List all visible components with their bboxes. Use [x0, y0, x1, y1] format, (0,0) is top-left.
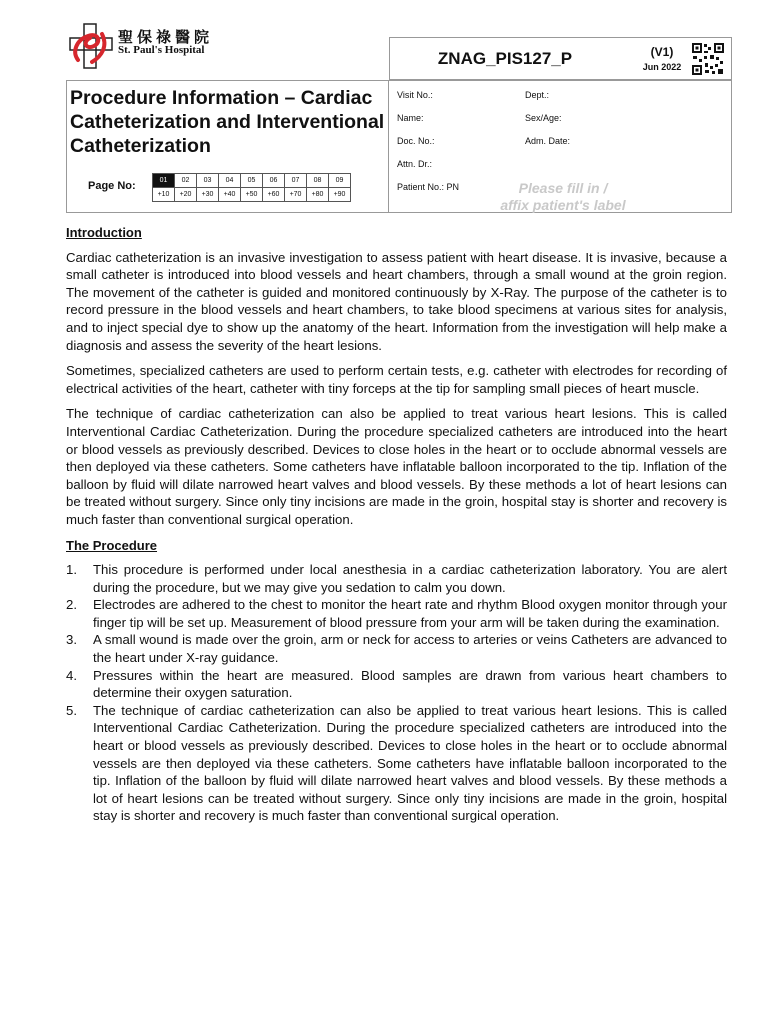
hospital-logo — [68, 22, 228, 70]
page-number-cell: +10 — [153, 188, 175, 202]
placeholder-line-1: Please fill in / — [518, 180, 608, 196]
list-item — [66, 596, 727, 631]
intro-paragraph-3: The technique of cardiac catheterization can also be applied to treat various heart lesions. This is called Interventional Cardiac Catheterization. During the procedure specialized catheters are introduced into the heart or blood vessels as previously described. Devices to close holes in the heart or to occlude abnormal vessels are then deployed via these catheters. Some catheters have inflatable balloon incorporated to the tip. Inflation of the balloon by fluid will dilate narrowed heart valves and blood vessels. By these methods a lot of heart lesions can be treated without surgery. Since only tiny incisions are made in the groin, hospital stay is shorter and recovery is much faster than conventional surgical operation. — [66, 406, 727, 527]
patient-label-placeholder — [478, 180, 648, 214]
page-number-cell: +90 — [329, 188, 351, 202]
list-item-text: A small wound is made over the groin, arm or neck for access to arteries or veins Catheters are advanced to the heart under X-ray guidance. — [93, 632, 727, 666]
page-number-cell: 09 — [329, 174, 351, 188]
introduction-heading: Introduction — [66, 225, 142, 240]
list-item — [66, 667, 727, 702]
document-body — [66, 224, 727, 825]
list-item — [66, 702, 727, 825]
page-number-cell: 02 — [175, 174, 197, 188]
doc-no-field: Doc. No.: — [397, 136, 435, 146]
list-item-text: Electrodes are adhered to the chest to monitor the heart rate and rhythm Blood oxygen monitor through your finger tip will be set up. Measurement of blood pressure from your arm will be taken during the examination. — [93, 597, 727, 630]
list-item — [66, 561, 727, 596]
page-number-cell: +20 — [175, 188, 197, 202]
list-item-number: 5. — [66, 702, 77, 718]
page-number-cell: 07 — [285, 174, 307, 188]
qr-code-icon — [691, 42, 725, 76]
name-field: Name: — [397, 113, 424, 123]
patient-no-field: Patient No.: PN — [397, 182, 460, 192]
document-code: ZNAG_PIS127_P — [437, 49, 573, 68]
list-item — [66, 631, 727, 666]
document-version: (V1) — [650, 45, 674, 59]
page-number-grid — [152, 173, 351, 202]
page-number-cell: +40 — [219, 188, 241, 202]
page-number-cell: 06 — [263, 174, 285, 188]
attn-dr-field: Attn. Dr.: — [397, 159, 433, 169]
document-title: Procedure Information – Cardiac Catheterization and Interventional Catheterization — [70, 87, 385, 157]
page-number-cell: +60 — [263, 188, 285, 202]
page-no-label: Page No: — [88, 180, 136, 192]
page-number-cell: 03 — [197, 174, 219, 188]
intro-paragraph-1: Cardiac catheterization is an invasive investigation to assess patient with heart disease. It is invasive, because a small catheter is introduced into blood vessels and heart chambers, through a small wound at the groin region. The movement of the catheter is guided and monitored continuously by X-Ray. The purpose of the catheter is to record pressure in the blood vessels and heart chambers, to take blood specimens at various sites for analysis, and to inject special dye to show up the anatomy of the heart. Information from the investigation will help make a diagnosis and assess the severity of the heart lesions. — [66, 249, 727, 353]
page-number-cell: 01 — [153, 174, 175, 188]
list-item-number: 3. — [66, 632, 77, 648]
visit-no-field: Visit No.: — [397, 90, 433, 100]
hospital-name-en: St. Paul's Hospital — [118, 44, 205, 56]
page-number-cell: +80 — [307, 188, 329, 202]
procedure-list — [66, 561, 727, 825]
list-item-text: Pressures within the heart are measured. Blood samples are drawn from various heart chambers to determine their oxygen saturation. — [93, 667, 727, 701]
list-item-number: 1. — [66, 562, 77, 578]
placeholder-line-2: affix patient's label — [500, 197, 626, 213]
document-code-box — [389, 37, 732, 80]
hospital-name-zh: 聖保祿醫院 — [118, 28, 214, 46]
list-item-number: 2. — [66, 597, 77, 613]
page-number-cell: 05 — [241, 174, 263, 188]
title-box — [66, 80, 389, 213]
page-number-cell: +70 — [285, 188, 307, 202]
sex-age-field: Sex/Age: — [525, 113, 562, 123]
page-number-cell: 04 — [219, 174, 241, 188]
list-item-number: 4. — [66, 667, 77, 683]
intro-paragraph-2: Sometimes, specialized catheters are used to perform certain tests, e.g. catheter with electrodes for recording of electrical activities of the heart, catheter with tiny forceps at the tip for sampling small pieces of heart muscle. — [66, 363, 727, 396]
dept-field: Dept.: — [525, 90, 550, 100]
page-number-cell: +30 — [197, 188, 219, 202]
page-number-cell: +50 — [241, 188, 263, 202]
document-date: Jun 2022 — [642, 62, 682, 72]
list-item-text: This procedure is performed under local anesthesia in a cardiac catheterization laboratory. You are alert during the procedure, but we may give you sedation to calm you down. — [93, 562, 727, 595]
adm-date-field: Adm. Date: — [525, 136, 571, 146]
procedure-heading: The Procedure — [66, 537, 158, 553]
hospital-emblem-icon — [68, 22, 114, 70]
list-item-text: The technique of cardiac catheterization can also be applied to treat various heart lesions. This is called Interventional Cardiac Catheterization. During the procedure specialized catheters are introduced into the heart or blood vessels as previously described. Devices to close holes in the heart or to occlude abnormal vessels are then deployed via these catheters. Some catheters have inflatable balloon incorporated to the tip. Inflation of the balloon by fluid will dilate narrowed heart valves and blood vessels. By these methods a lot of heart lesions can be treated without surgery. Since only tiny incisions are made in the groin, hospital stay is shorter and recovery is much faster than conventional surgical operation. — [93, 702, 727, 824]
page-number-cell: 08 — [307, 174, 329, 188]
